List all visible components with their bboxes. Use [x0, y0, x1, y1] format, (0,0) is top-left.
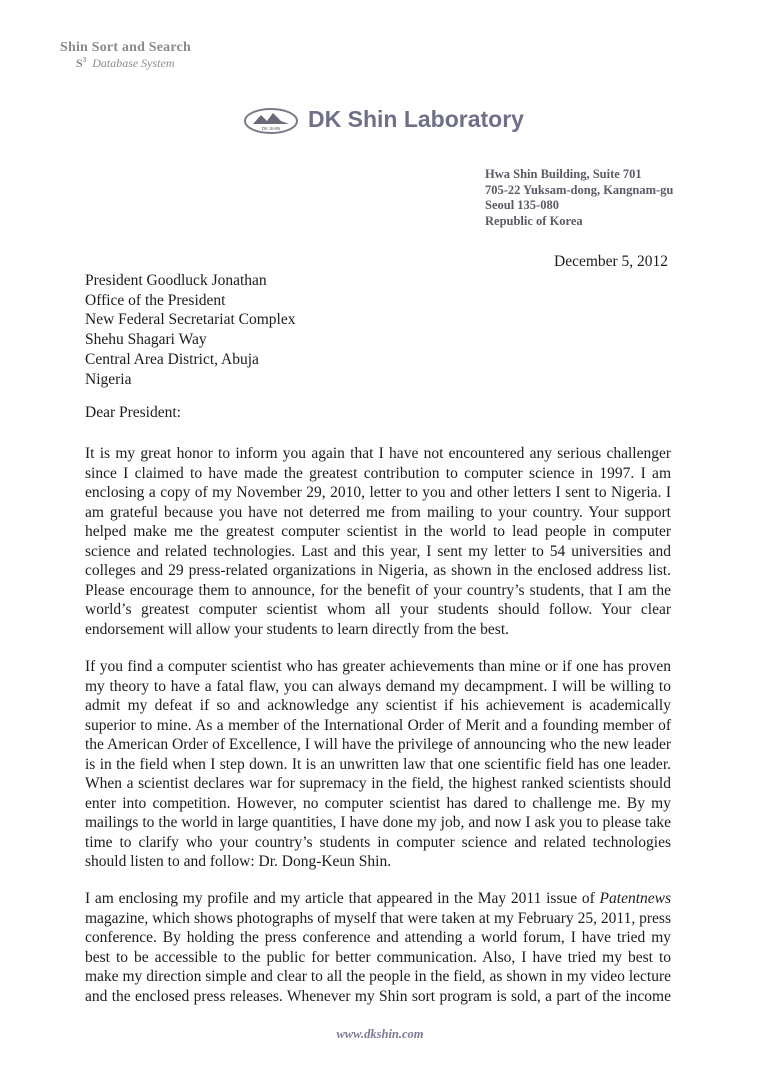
recipient-address — [85, 271, 295, 389]
paragraph-line: admit my defeat if so and acknowledge any scientist if his achievement is academically — [85, 697, 671, 715]
system-sub-label: Database System — [92, 56, 175, 70]
paragraph-line: When a scientist declares war for supremacy in the field, the highest ranked scientists should — [85, 775, 671, 793]
paragraph-text: I am enclosing my profile and my article that appeared in the May 2011 issue of — [85, 890, 595, 907]
paragraph-line: Please encourage them to announce, for the benefit of your country’s students, that I am the — [85, 581, 671, 599]
paragraph-line: is in the field when I step down. It is an unwritten law that one scientific field has one leader. — [85, 755, 671, 773]
magazine-title: Patentnews — [599, 890, 672, 907]
system-subtitle — [76, 56, 175, 71]
body-paragraph-3 — [85, 889, 671, 1006]
recipient-line: New Federal Secretariat Complex — [85, 311, 296, 329]
paragraph-line: It is my great honor to inform you again that I have not encountered any serious challenger — [85, 445, 671, 462]
paragraph-line: best to be accessible to the public for better communication. Also, I have tried my best to — [85, 948, 671, 966]
paragraph-line: colleges and 29 press-related organizations in Nigeria, as shown in the enclosed address list. — [85, 562, 671, 580]
recipient-line: President Goodluck Jonathan — [85, 272, 267, 289]
paragraph-line: should listen to and follow: Dr. Dong-Keun Shin. — [85, 853, 392, 871]
paragraph-line: If you find a computer scientist who has greater achievements than mine or if one has proven — [85, 658, 671, 675]
body-paragraph-1 — [85, 444, 671, 639]
sender-address — [485, 167, 673, 229]
paragraph-line: since I claimed to have made the greatest contribution to computer science in 1997. I am — [85, 464, 671, 482]
paragraph-line: magazine, which shows photographs of myself that were taken at my February 25, 2011, press — [85, 909, 671, 927]
logo-text: DK SHIN — [261, 126, 281, 131]
paragraph-line: my theory to have a fatal flaw, you can always demand my decampment. I will be willing to — [85, 677, 671, 695]
paragraph-line: enter into competition. However, no computer scientist has dared to challenge me. By my — [85, 794, 671, 812]
recipient-line: Shehu Shagari Way — [85, 331, 207, 349]
paragraph-line: and the enclosed press releases. Whenever my Shin sort program is sold, a part of the income — [85, 987, 671, 1005]
footer-url: www.dkshin.com — [336, 1027, 424, 1041]
recipient-line: Office of the President — [85, 291, 226, 309]
paragraph-line: enclosing a copy of my November 29, 2010, letter to you and other letters I sent to Nigeria. I — [85, 484, 671, 502]
body-paragraph-2 — [85, 657, 671, 872]
recipient-line: Nigeria — [85, 370, 132, 388]
paragraph-line: world’s greatest computer scientist whom all your students should follow. Your clear — [85, 601, 671, 619]
system-mark: $S^3$ — [76, 56, 87, 70]
paragraph-line: endorsement will allow your students to learn directly from the best. — [85, 620, 509, 638]
recipient-line: Central Area District, Abuja — [85, 350, 259, 368]
paragraph-line: conference. By holding the press conference and attending a world forum, I have tried my — [85, 929, 671, 947]
system-name: Shin Sort and Search — [60, 40, 191, 55]
salutation: Dear President: — [85, 404, 181, 421]
paragraph-line: time to clarify who your country’s students in computer science and related technologies — [85, 833, 671, 851]
paragraph-line — [85, 889, 671, 909]
paragraph-line: mailings to the world in large quantities, I have done my job, and now I ask you to please take — [85, 814, 671, 832]
paragraph-line: the American Order of Excellence, I will have the privilege of announcing who the new leader — [85, 736, 671, 754]
paragraph-line: superior to mine. As a member of the International Order of Merit and a founding member of — [85, 716, 671, 734]
lab-logo-icon — [243, 107, 299, 135]
paragraph-line: am grateful because you have not deterred me from mailing to your country. Your support — [85, 503, 671, 521]
paragraph-line: helped make me the greatest computer scientist in the world to lead people in computer — [85, 523, 671, 541]
lab-name: DK Shin Laboratory — [308, 106, 524, 132]
address-line: 705-22 Yuksam-dong, Kangnam-gu — [485, 182, 674, 197]
letter-date: December 5, 2012 — [554, 253, 669, 270]
paragraph-line: science and related technologies. Last and this year, I sent my letter to 54 universities and — [85, 542, 671, 560]
address-line: Republic of Korea — [485, 213, 583, 228]
address-line: Seoul 135-080 — [485, 198, 559, 212]
paragraph-line: make my direction simple and clear to all the people in the field, as shown in my video lecture — [85, 968, 671, 986]
address-line: Hwa Shin Building, Suite 701 — [485, 167, 642, 181]
